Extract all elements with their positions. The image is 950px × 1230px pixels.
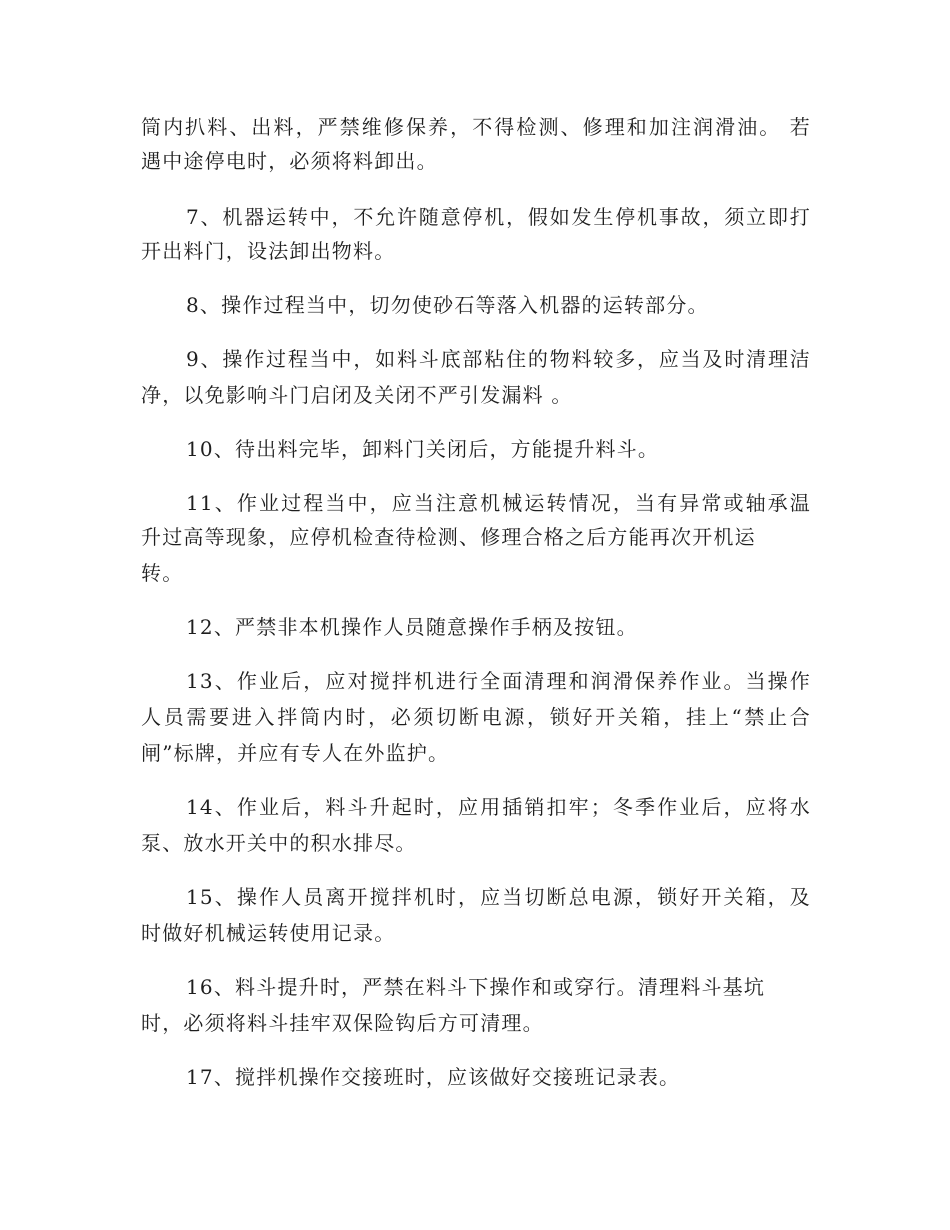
paragraph-13-line-1: 13、作业后，应对搅拌机进行全面清理和润滑保养作业。当操作 [186,669,811,693]
paragraph-11-line-3: 转。 [141,561,184,585]
paragraph-6-line-1: 筒内扒料、出料，严禁维修保养，不得检测、修理和加注润滑油。 若 [141,115,811,139]
paragraph-10-line-1: 10、待出料完毕，卸料门关闭后，方能提升料斗。 [186,437,660,461]
paragraph-15-line-1: 15、操作人员离开搅拌机时，应当切断总电源，锁好开关箱，及 [186,885,811,909]
paragraph-17-line-1: 17、搅拌机操作交接班时，应该做好交接班记录表。 [186,1065,681,1089]
paragraph-13-line-2: 人员需要进入拌筒内时，必须切断电源，锁好开关箱，挂上“禁止合 [141,705,811,729]
paragraph-9-line-1: 9、操作过程当中，如料斗底部粘住的物料较多，应当及时清理洁 [186,347,811,371]
paragraph-13-line-3: 闸”标牌，并应有专人在外监护。 [141,741,450,765]
paragraph-12-line-1: 12、严禁非本机操作人员随意操作手柄及按钮。 [186,615,638,639]
paragraph-15-line-2: 时做好机械运转使用记录。 [141,921,396,945]
paragraph-7-line-1: 7、机器运转中，不允许随意停机，假如发生停机事故，须立即打 [186,205,811,229]
paragraph-11-line-2: 升过高等现象，应停机检查待检测、修理合格之后方能再次开机运 [141,525,756,549]
paragraph-14-line-1: 14、作业后，料斗升起时，应用插销扣牢；冬季作业后，应将水 [186,795,811,819]
paragraph-16-line-2: 时，必须将料斗挂牢双保险钩后方可清理。 [141,1011,544,1035]
paragraph-16-line-1: 16、料斗提升时，严禁在料斗下操作和或穿行。清理料斗基坑 [186,975,766,999]
paragraph-14-line-2: 泵、放水开关中的积水排尽。 [141,831,417,855]
paragraph-9-line-2: 净，以免影响斗门启闭及关闭不严引发漏料 。 [141,383,573,407]
paragraph-7-line-2: 开出料门，设法卸出物料。 [141,239,396,263]
paragraph-8-line-1: 8、操作过程当中，切勿使砂石等落入机器的运转部分。 [186,293,709,317]
paragraph-6-line-2: 遇中途停电时，必须将料卸出。 [141,149,438,173]
paragraph-11-line-1: 11、作业过程当中，应当注意机械运转情况，当有异常或轴承温 [186,491,811,515]
